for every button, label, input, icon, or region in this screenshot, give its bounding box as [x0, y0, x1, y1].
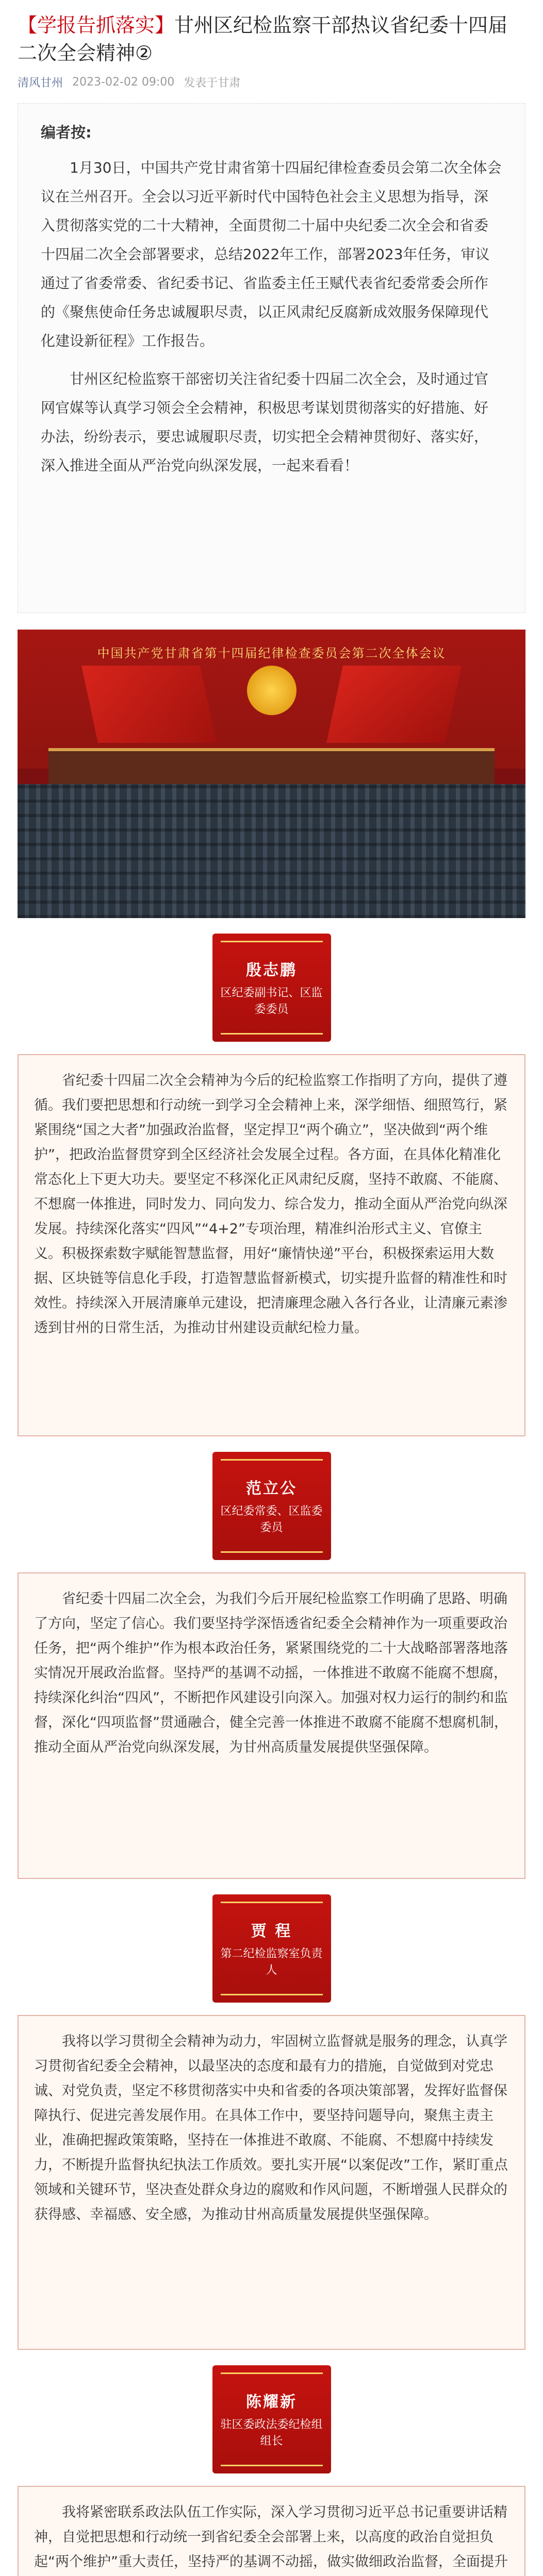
title-tag: 【学报告抓落实】: [18, 14, 175, 37]
speaker-remarks: [18, 1572, 525, 1879]
speaker-remarks: [18, 1054, 525, 1436]
speaker-role: 第二纪检监察室负责人: [220, 1947, 323, 1977]
publish-location: 发表于甘肃: [184, 76, 241, 90]
red-flag-left: [81, 666, 217, 743]
editor-note-heading: 编者按:: [41, 124, 92, 141]
party-emblem-icon: [247, 666, 297, 715]
audience-seats: [18, 784, 525, 918]
speaker-remarks: [18, 2486, 525, 2576]
publish-date: 2023-02-02 09:00: [72, 75, 175, 89]
speaker-section: [18, 1894, 525, 2350]
speaker-card: [212, 1452, 331, 1560]
editor-paragraph: 甘州区纪检监察干部密切关注省纪委十四届二次全会，及时通过官网官媒等认真学习领会全会精神，积极思考谋划贯彻落实的好措施、好办法，纷纷表示，要忠诚履职尽责，切实把全会精神贯彻好、落实好，深入推进全面从严治党向纵深发展，一起来看看！: [41, 370, 489, 474]
speaker-role: 区纪委常委、区监委委员: [220, 1505, 323, 1534]
speaker-remarks-text: 我将以学习贯彻全会精神为动力，牢固树立监督就是服务的理念，认真学习贯彻省纪委全会精神，以最坚决的态度和最有力的措施，自觉做到对党忠诚、对党负责，坚定不移贯彻落实中央和省委的各项决策部署，发挥好监督保障执行、促进完善发展作用。在具体工作中，要坚持问题导向，聚焦主责主业，准确把握政策策略，坚持在一体推进不敢腐、不能腐、不想腐中持续发力，不断提升监督执纪执法工作质效。要扎实开展“以案促改”工作，紧盯重点领域和关键环节，坚决查处群众身边的腐败和作风问题，不断增强人民群众的获得感、幸福感、安全感，为推动甘州高质量发展提供坚强保障。: [34, 2033, 508, 2223]
speaker-role: 驻区委政法委纪检组组长: [220, 2418, 323, 2448]
article-title: [18, 11, 525, 67]
speaker-remarks-text: 省纪委十四届二次全会精神为今后的纪检监察工作指明了方向，提供了遵循。我们要把思想和行动统一到学习全会精神上来，深学细悟、细照笃行，紧紧围绕“国之大者”加强政治监督，坚定捍卫“两个确立”，坚决做到“两个维护”，把政治监督贯穿到全区经济社会发展全过程。各方面，在具体化精准化常态化上下更大功夫。要坚定不移深化正风肃纪反腐，坚持不敢腐、不能腐、不想腐一体推进，同时发力、同向发力、综合发力，推动全面从严治党向纵深发展。持续深化落实“四风”“4+2”专项治理，精准纠治形式主义、官僚主义。积极探索数字赋能智慧监督，用好“廉情快递”平台，积极探索运用大数据、区块链等信息化手段，打造智慧监督新模式，切实提升监督的精准性和时效性。持续深入开展清廉单元建设，把清廉理念融入各行各业，让清廉元素渗透到甘州的日常生活，为推动甘州建设贡献纪检力量。: [34, 1073, 507, 1336]
article-header: [0, 0, 543, 91]
speaker-name: 范立公: [246, 1480, 297, 1498]
editor-paragraph: 1月30日，中国共产党甘肃省第十四届纪律检查委员会第二次全体会议在兰州召开。全会以习近平新时代中国特色社会主义思想为指导，深入贯彻落实党的二十大精神，全面贯彻二十届中央纪委二次全会和省委十四届二次全会部署要求，总结2022年工作，部署2023年任务，审议通过了省委常委、省纪委书记、省监委主任王赋代表省纪委常委会所作的《聚焦使命任务忠诚履职尽责，以正风肃纪反腐新成效服务保障现代化建设新征程》工作报告。: [41, 159, 502, 349]
rostrum: [48, 748, 495, 784]
speaker-remarks-text: 省纪委十四届二次全会，为我们今后开展纪检监察工作明确了思路、明确了方向，坚定了信心。我们要坚持学深悟透省纪委全会精神作为一项重要政治任务，把“两个维护”作为根本政治任务，紧紧围绕党的二十大战略部署落地落实情况开展政治监督。坚持严的基调不动摇，一体推进不敢腐不能腐不想腐，持续深化纠治“四风”，不断把作风建设引向深入。加强对权力运行的制约和监督，深化“四项监督”贯通融合，健全完善一体推进不敢腐不能腐不想腐机制，推动全面从严治党向纵深发展，为甘州高质量发展提供坚强保障。: [34, 1591, 508, 1755]
speaker-name: 贾 程: [251, 1922, 292, 1940]
speaker-role: 区纪委副书记、区监委委员: [220, 987, 323, 1016]
meeting-banner: 中国共产党甘肃省第十四届纪律检查委员会第二次全体会议: [97, 646, 446, 660]
speaker-card: [212, 2365, 331, 2473]
speaker-remarks-text: 我将紧密联系政法队伍工作实际，深入学习贯彻习近平总书记重要讲话精神，自觉把思想和行动统一到省纪委全会部署上来，以高度的政治自觉担负起“两个维护”重大责任，坚持严的基调不动摇，做实做细政治监督，全面提升: [34, 2504, 508, 2570]
red-flag-right: [326, 666, 462, 743]
speaker-section: [18, 934, 525, 1436]
article-meta: [18, 73, 525, 91]
speaker-section: [18, 2365, 525, 2576]
editor-note: [18, 103, 525, 613]
speaker-name: 陈耀新: [246, 2393, 297, 2411]
meeting-photo: [18, 630, 525, 918]
speaker-card: [212, 1894, 331, 2003]
speaker-list: [18, 934, 525, 2576]
speaker-remarks: [18, 2015, 525, 2350]
speaker-name: 殷志鹏: [246, 961, 297, 979]
title-text: 甘州区纪检监察干部热议省纪委十四届二次全会精神②: [18, 14, 508, 64]
account-link[interactable]: 清风甘州: [18, 76, 63, 90]
speaker-card: [212, 934, 331, 1042]
speaker-section: [18, 1452, 525, 1879]
